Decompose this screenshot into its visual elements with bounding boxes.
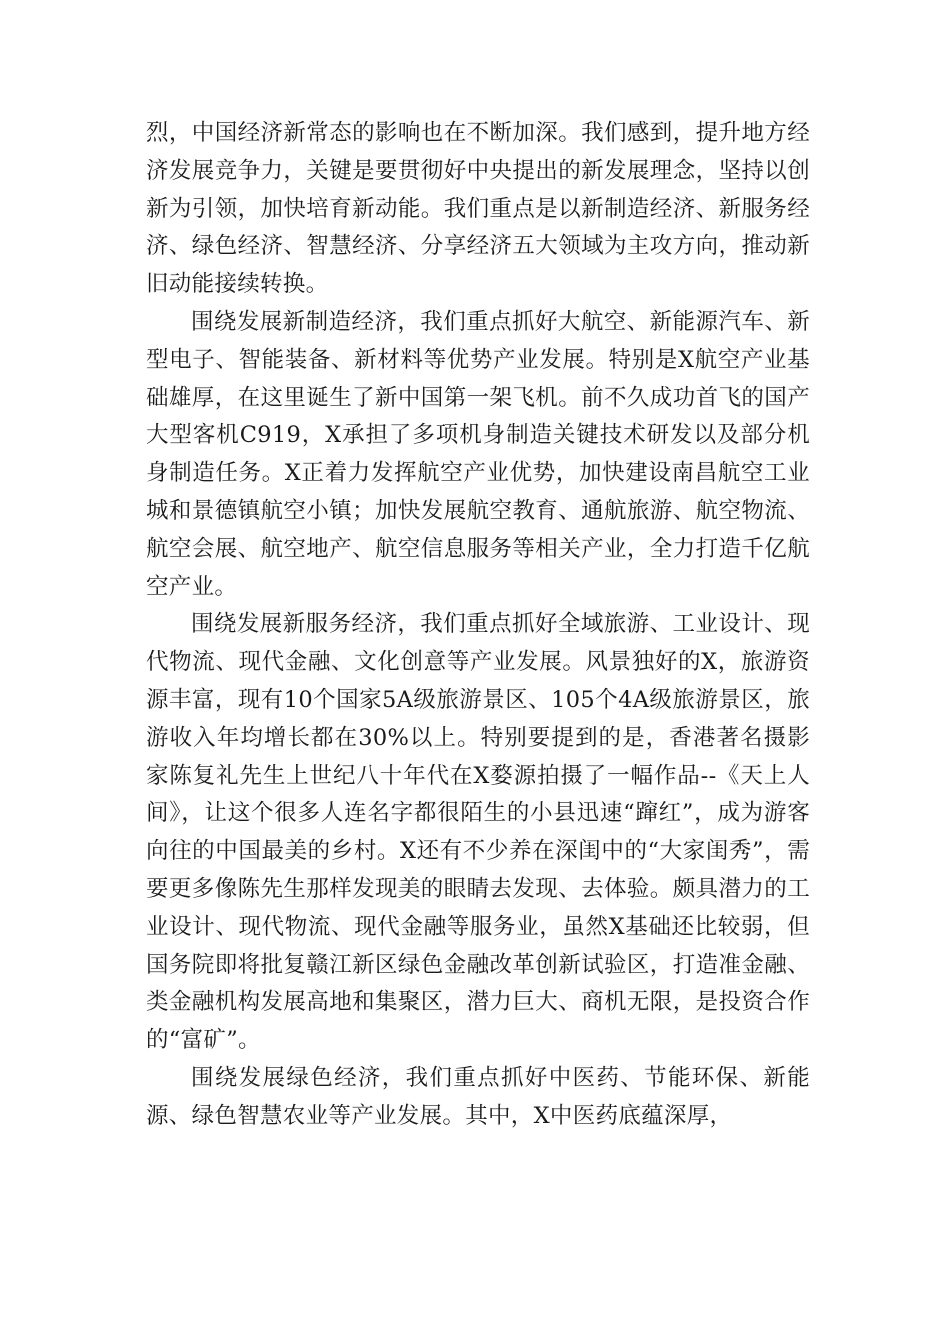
document-body <box>146 115 810 1136</box>
paragraph-new-manufacturing: 围绕发展新制造经济，我们重点抓好大航空、新能源汽车、新型电子、智能装备、新材料等优势产业发展。特别是X航空产业基础雄厚，在这里诞生了新中国第一架飞机。前不久成功首飞的国产大型客机C919，X承担了多项机身制造关键技术研发以及部分机身制造任务。X正着力发挥航空产业优势，加快建设南昌航空工业城和景德镇航空小镇；加快发展航空教育、通航旅游、航空物流、航空会展、航空地产、航空信息服务等相关产业，全力打造千亿航空产业。 <box>146 308 810 600</box>
paragraph-continued: 烈，中国经济新常态的影响也在不断加深。我们感到，提升地方经济发展竞争力，关键是要贯彻好中央提出的新发展理念，坚持以创新为引领，加快培育新动能。我们重点是以新制造经济、新服务经济、绿色经济、智慧经济、分享经济五大领域为主攻方向，推动新旧动能接续转换。 <box>146 120 810 298</box>
paragraph-green-economy: 围绕发展绿色经济，我们重点抓好中医药、节能环保、新能源、绿色智慧农业等产业发展。其中，X中医药底蕴深厚， <box>146 1064 810 1129</box>
paragraph-new-services: 围绕发展新服务经济，我们重点抓好全域旅游、工业设计、现代物流、现代金融、文化创意等产业发展。风景独好的X，旅游资源丰富，现有10个国家5A级旅游景区、105个4A级旅游景区，旅游收入年均增长都在30%以上。特别要提到的是，香港著名摄影家陈复礼先生上世纪八十年代在X婺源拍摄了一幅作品--《天上人间》，让这个很多人连名字都很陌生的小县迅速“蹿红”，成为游客向往的中国最美的乡村。X还有不少养在深闺中的“大家闺秀”，需要更多像陈先生那样发现美的眼睛去发现、去体验。颇具潜力的工业设计、现代物流、现代金融等服务业，虽然X基础还比较弱，但国务院即将批复赣江新区绿色金融改革创新试验区，打造准金融、类金融机构发展高地和集聚区，潜力巨大、商机无限，是投资合作的“富矿”。 <box>146 611 810 1054</box>
